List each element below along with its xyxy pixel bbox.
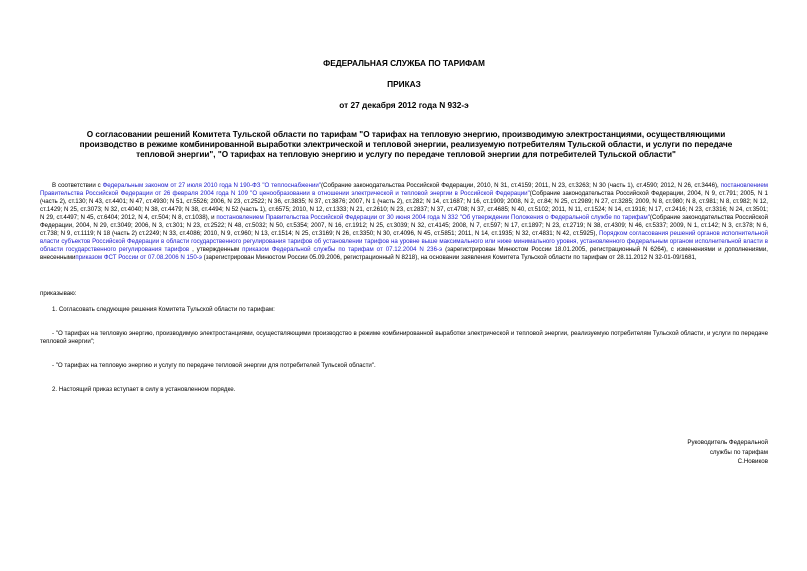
item-2-text: 2. Настоящий приказ вступает в силу в установленном порядке. <box>52 386 236 393</box>
signature-position: Руководитель Федеральной <box>687 439 768 446</box>
orders-text: приказываю: <box>40 290 77 297</box>
preamble-text: В соответствии с <box>52 182 103 189</box>
preamble-text: (Собрание законодательства Российской Федерации, 2004, N 29, ст.3049; 2006, N 3, ст.301; N 23, ст.2522; N 48, ст.5032; N 50, ст.5354; 2007, N 16, ст.1912; N 25, ст.3039; N 32, ст.4145; 2008, N 7, ст.597; N 17, ст.1897; N 23, ст.2719; N 38, ст.4309; N 46, ст.5337; 2009, N 1, ст.142; N 3, ст.378; N 6, ст.738; N 9, ст.1119; N 18 (часть 2) ст.2249; N 33, ст.4086; 2010, N 9, ст.960; N 13, ст.1514; N 25, ст.3169; N 26, ст.3350; N 30, ст.4096, N 45, ст.5851; 2011, N 14, ст.1935; N 32, ст.4831; N 42, ст.5925), <box>40 213 768 237</box>
date-number-heading: от 27 декабря 2012 года N 932-э <box>339 100 469 110</box>
preamble-text: (Собрание законодательства Российской Федерации, 2004, N 9, ст.791; 2005, N 1 (часть 2), ст.130; N 43, ст.4401; N 47, ст.4930; N 51, ст.5526; 2006, N 23, ст.2522; N 36, ст.3835; N 37, ст.3876; 2007, N 1 (часть 2), ст.282; N 14, ст.1687; N 16, ст.1909; 2008, N 2, ст.84; N 25, ст.2989; N 27, ст.3285; 2009, N 8, ст.980; N 8, ст.981; N 8, ст.982; N 12, ст.1429; N 25, ст.3073; N 32, ст.4040; N 38, ст.4479; N 38, ст.4494; N 52 (часть 1), ст.6575; 2010, N 12, ст.1333; N 21, ст.2610; N 23, ст.2837; N 37, ст.4708; N 37, ст.4685; N 40, ст.5102; 2011, N 11, ст.1524; N 14, ст.1916; N 17, ст.2416; N 23, ст.3316; N 24, ст.3501; N 29, ст.4497; N 45, ст.6404; 2012, N 4, ст.504; N 8, ст.1038), и <box>40 189 768 221</box>
preamble-text: (Собрание законодательства Российской Федерации, 2010, N 31, ст.4159; 2011, N 23, ст.3263; N 30 (часть 1), ст.4590; 2012, N 26, ст.3446), <box>321 182 721 189</box>
signature-name: С.Новиков <box>737 458 768 465</box>
decision-1-text: - "О тарифах на тепловую энергию, производимую электростанциями, осуществляющими производство в режиме комбинированной выработки электрической и тепловой энергии, реализуемую потребителям Тульской области, и услуги по передаче тепловой энергии"; <box>40 330 768 345</box>
preamble-text: (зарегистрирован Минюстом России 05.09.2006, регистрационный N 8218), на основании заявления Комитета Тульской области по тарифам от 28.11.2012 N 32-01-09/1681, <box>201 253 697 261</box>
item-1-text: 1. Согласовать следующие решения Комитета Тульской области по тарифам: <box>52 306 275 313</box>
agency-heading: ФЕДЕРАЛЬНАЯ СЛУЖБА ПО ТАРИФАМ <box>323 58 485 68</box>
decision-2-text: - "О тарифах на тепловую энергию и услугу по передаче тепловой энергии для потребителей Тульской области". <box>52 362 376 369</box>
fst-order-150-link[interactable]: приказом ФСТ России от 07.08.2006 N 150-э <box>75 253 202 261</box>
preamble-paragraph <box>40 182 768 262</box>
fst-order-236-link[interactable]: приказом Федеральной службы по тарифам от 07.12.2004 N 236-э <box>242 245 443 253</box>
preamble-text: (зарегистрирован Минюстом России 18.01.2005, регистрационный N 6264), с изменениями и дополнениями, внесенными <box>40 245 769 261</box>
signature-agency: службы по тарифам <box>709 448 768 456</box>
doc-type-heading: ПРИКАЗ <box>387 79 421 89</box>
government-decree-332-link[interactable]: постановлением Правительства Российской Федерации от 30 июня 2004 года N 332 "Об утверждении Положения о Федеральной службе по тарифам" <box>216 213 650 221</box>
approval-procedure-link[interactable]: Порядком согласования решений органов исполнительной власти субъектов Российской Федерации в области государственного регулирования тарифов об установлении тарифов на уровне выше максимального или ниже минимального уровня, установленного федеральным органом исполнительной власти в области государственного регулирования тарифов <box>40 229 769 253</box>
signature-block <box>568 438 768 467</box>
federal-law-link[interactable]: Федеральным законом от 27 июля 2010 года N 190-ФЗ "О теплоснабжении" <box>102 182 322 189</box>
preamble-text: , утвержденным <box>189 245 243 253</box>
government-decree-109-link[interactable]: постановлением Правительства Российской Федерации от 26 февраля 2004 года N 109 "О ценообразовании в отношении электрической и тепловой энергии в Российской Федерации" <box>40 182 768 197</box>
document-title: О согласовании решений Комитета Тульской области по тарифам "О тарифах на тепловую энергию, производимую электростанциями, осуществляющими производство в режиме комбинированной выработки электрической и тепловой энергии, реализуемую потребителям Тульской области, и услуги по передаче тепловой энергии", "О тарифах на тепловую энергию и услугу по передаче тепловой энергии для потребителей Тульской области" <box>79 130 733 160</box>
